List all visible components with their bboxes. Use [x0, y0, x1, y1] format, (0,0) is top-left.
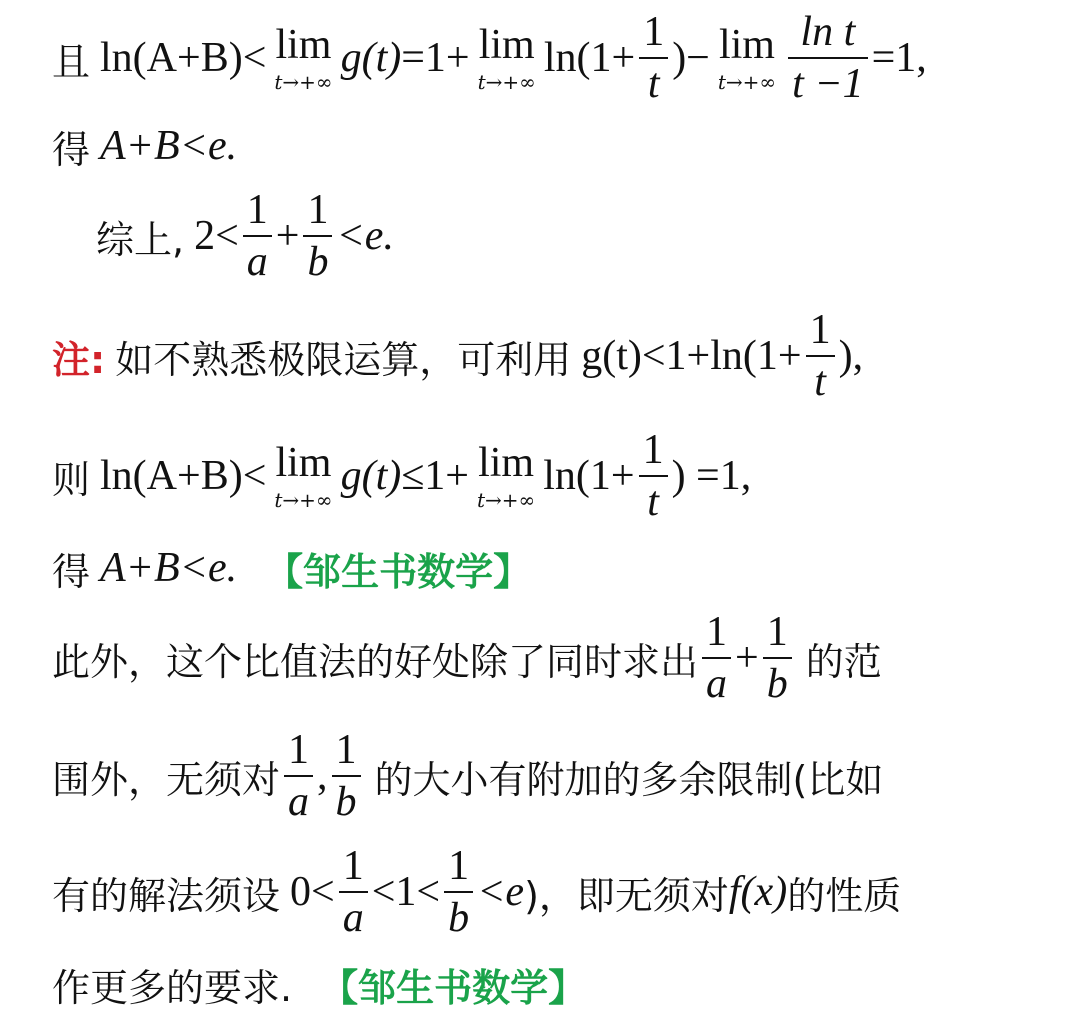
- math-le: ≤1+: [401, 453, 469, 499]
- math-ln1: ln(1+: [543, 35, 636, 81]
- fraction: $\frac{1}{t}$: [806, 309, 835, 403]
- lead-text: 且: [52, 39, 91, 84]
- math-inequality: A+B<e.: [100, 545, 238, 591]
- math-zero: 0<: [290, 869, 335, 915]
- equation-line-5: [52, 426, 751, 526]
- math-fx: f(x): [728, 869, 788, 915]
- fraction: $\frac{\text{ln t}}{t -1}$: [788, 11, 868, 105]
- summary-line: [96, 186, 394, 286]
- math-lt-e: <e: [477, 869, 525, 915]
- math-g: g(t): [340, 35, 402, 81]
- equation-line-1: [52, 8, 927, 108]
- fraction: $\frac{1}{a}$: [243, 189, 272, 283]
- body-text: 此外，这个比值法的好处除了同时求出: [52, 639, 699, 684]
- math-ln1: ln(1+: [543, 453, 635, 499]
- fraction: $\frac{1}{b}$: [763, 611, 792, 705]
- math-tail: =1,: [871, 35, 927, 81]
- math-ln-ab: ln(A+B)<: [100, 35, 267, 81]
- math-close: )−: [672, 35, 710, 81]
- note-line: [52, 306, 863, 406]
- math-g: g(t): [340, 453, 402, 499]
- math-g-ineq: g(t)<1+ln(1+: [581, 333, 802, 379]
- fraction: $\frac{1}{b}$: [303, 189, 332, 283]
- math-ln-ab: ln(A+B)<: [100, 453, 267, 499]
- text-line-9: [52, 842, 901, 942]
- math-tail: ),: [838, 333, 864, 379]
- note-text: 如不熟悉极限运算，可利用: [115, 337, 572, 382]
- limit-operator: lim t→+∞: [477, 440, 536, 512]
- body-text: 作更多的要求.: [52, 965, 293, 1010]
- note-label: 注:: [52, 337, 106, 382]
- fraction: $\frac{1}{t}$: [639, 429, 668, 523]
- math-eq: =1+: [401, 35, 470, 81]
- source-tag: 【邹生书数学】: [265, 549, 532, 594]
- lead-text: 得: [52, 549, 91, 594]
- fraction: $\frac{1}{t}$: [639, 11, 668, 105]
- limit-operator: lim t→+∞: [717, 22, 777, 94]
- math-tail: <e.: [336, 213, 394, 259]
- text-line-10: [52, 934, 586, 1034]
- math-mid: <1<: [371, 869, 441, 915]
- lead-text: 得: [52, 127, 91, 172]
- text-line-8: [52, 726, 883, 826]
- body-text: 的大小有附加的多余限制(比如: [374, 757, 884, 802]
- math-inequality: A+B<e.: [100, 123, 238, 169]
- fraction: $\frac{1}{b}$: [332, 729, 361, 823]
- fraction: $\frac{1}{b}$: [444, 845, 473, 939]
- limit-operator: lim t→+∞: [274, 440, 333, 512]
- source-tag: 【邹生书数学】: [320, 965, 587, 1010]
- text-line-2: [52, 96, 237, 196]
- limit-operator: lim t→+∞: [477, 22, 536, 94]
- limit-operator: lim t→+∞: [274, 22, 333, 94]
- lead-text: 则: [52, 457, 91, 502]
- math-plus: +: [275, 213, 300, 259]
- fraction: $\frac{1}{a}$: [284, 729, 313, 823]
- text-line-6: [52, 518, 531, 618]
- fraction: $\frac{1}{a}$: [339, 845, 368, 939]
- math-comma: ,: [317, 753, 328, 799]
- text-line-7: [52, 608, 882, 708]
- math-plus: +: [735, 635, 759, 681]
- math-tail: ) =1,: [671, 453, 752, 499]
- body-text: 有的解法须设: [52, 873, 281, 918]
- lead-text: 综上,: [96, 217, 185, 262]
- body-text: 围外，无须对: [52, 757, 281, 802]
- math-two: 2<: [194, 213, 239, 259]
- fraction: $\frac{1}{a}$: [702, 611, 731, 705]
- body-text: 的范: [805, 639, 882, 684]
- body-text: )，即无须对: [524, 873, 729, 918]
- body-text: 的性质: [787, 873, 902, 918]
